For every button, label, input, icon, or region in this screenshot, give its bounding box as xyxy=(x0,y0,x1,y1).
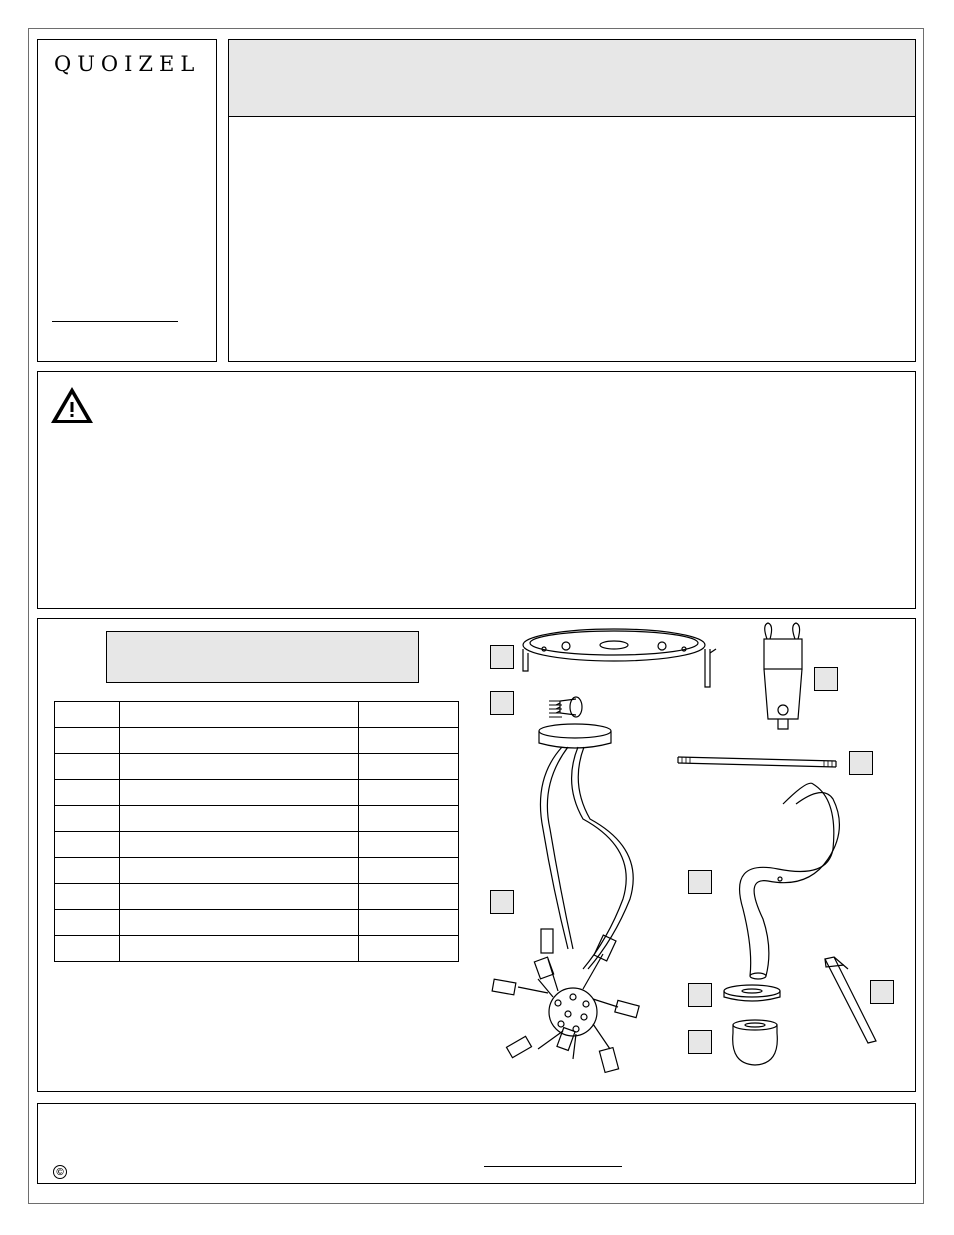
canopy-illustration xyxy=(492,724,639,1072)
parts-panel xyxy=(37,618,916,1092)
washer-illustration xyxy=(724,985,780,1001)
footer-panel xyxy=(37,1103,916,1184)
glass-cup-illustration xyxy=(733,1020,778,1065)
glass-ribbon-illustration xyxy=(740,783,840,979)
warning-panel xyxy=(37,371,916,609)
footer-underline xyxy=(484,1166,622,1167)
logo-panel xyxy=(37,39,217,362)
logo-underline xyxy=(52,321,178,322)
parts-illustrations xyxy=(38,619,915,1091)
warning-triangle-icon xyxy=(49,385,95,425)
mounting-strap-illustration xyxy=(523,629,716,687)
title-band xyxy=(229,40,915,117)
copyright-icon: © xyxy=(53,1165,67,1179)
mounting-screw-illustration xyxy=(549,697,582,717)
hex-key-illustration xyxy=(825,957,876,1043)
title-panel xyxy=(228,39,916,362)
threaded-rod-illustration xyxy=(678,757,836,767)
quoizel-logo: QUOIZEL xyxy=(54,52,201,76)
g9-socket-illustration xyxy=(764,623,802,729)
